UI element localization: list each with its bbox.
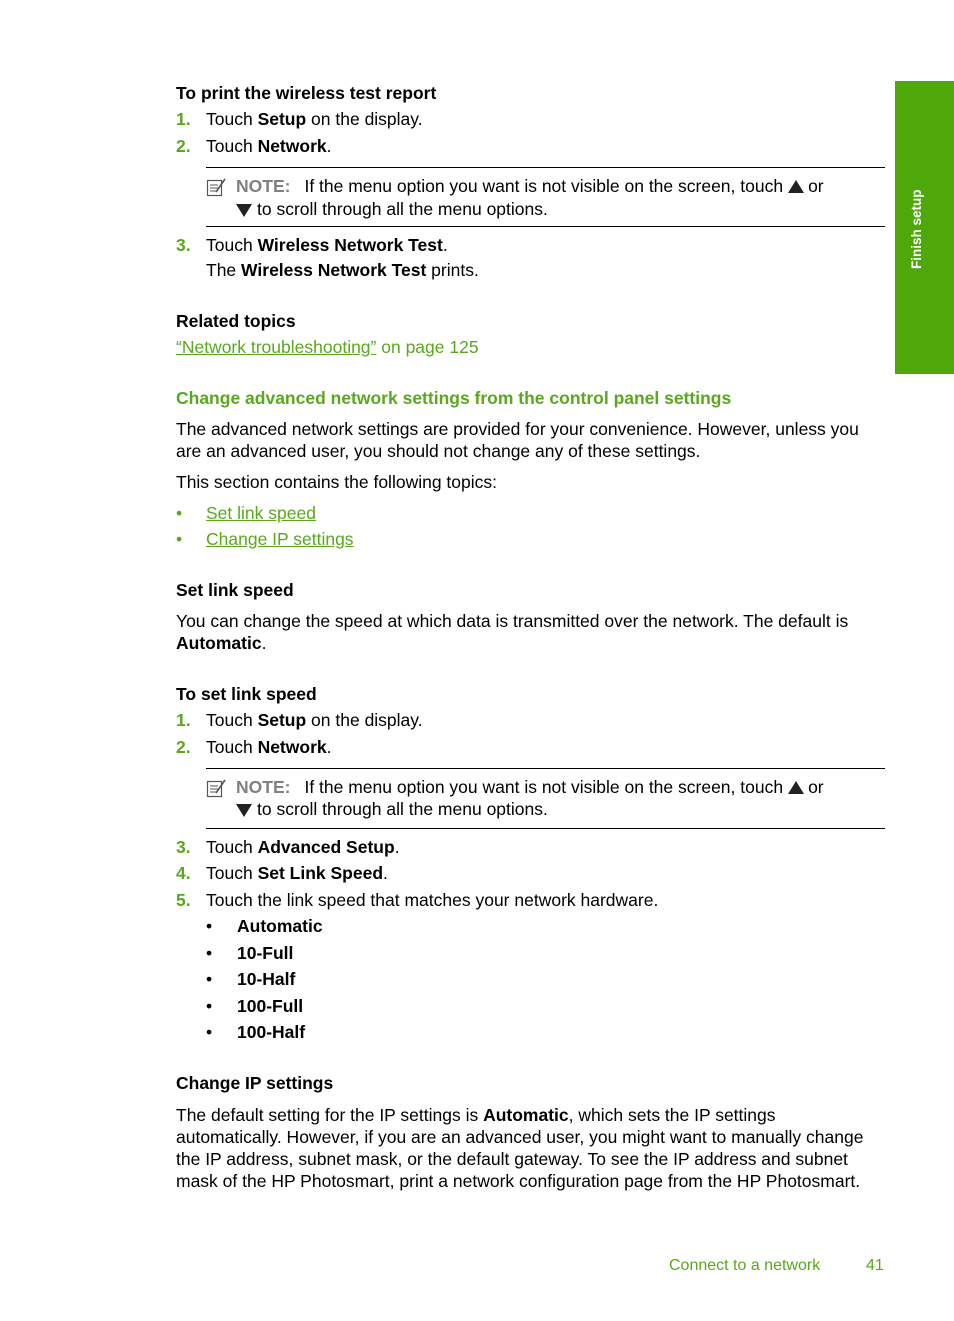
speed-option: 10-Half (237, 969, 296, 989)
change-ip-settings-heading: Change IP settings (176, 1073, 334, 1093)
advanced-para-1-line-1: The advanced network settings are provided for your convenience. However, unless you (176, 419, 859, 439)
note-label: NOTE: (236, 777, 291, 797)
to-set-link-speed-heading: To set link speed (176, 684, 317, 704)
step-bold: Network (257, 136, 327, 156)
advanced-para-2: This section contains the following topics: (176, 472, 497, 492)
bullet: • (176, 529, 183, 549)
footer-section-title: Connect to a network (669, 1257, 821, 1274)
step-bold: Network (257, 737, 327, 757)
link-speed-para-line-1: You can change the speed at which data is transmitted over the network. The default is (176, 611, 849, 631)
footer-page-number: 41 (866, 1257, 884, 1274)
bullet: • (206, 996, 213, 1016)
set-link-speed-heading: Set link speed (176, 580, 294, 600)
note-box (206, 167, 885, 227)
down-arrow-icon (236, 204, 252, 217)
step-number: 3. (176, 837, 191, 857)
down-arrow-icon (236, 804, 252, 817)
step-number: 2. (176, 136, 191, 156)
step-number: 1. (176, 109, 191, 129)
ip-para-line-4: mask of the HP Photosmart, print a network configuration page from the HP Photosmart. (176, 1171, 861, 1191)
note-icon (206, 778, 226, 798)
link-speed-para-line-2: Automatic. (176, 633, 267, 653)
step-bold: Wireless Network Test (257, 235, 443, 255)
advanced-settings-heading: Change advanced network settings from the control panel settings (176, 388, 732, 408)
ip-default-value: Automatic (483, 1105, 569, 1125)
note-label: NOTE: (236, 176, 291, 196)
note-icon (206, 177, 226, 197)
ip-para-line-2: automatically. However, if you are an advanced user, you might want to manually change (176, 1127, 864, 1147)
step-number: 4. (176, 863, 191, 883)
related-topic-item (176, 336, 479, 358)
step-number: 5. (176, 890, 191, 910)
default-value: Automatic (176, 633, 262, 653)
speed-option: Automatic (237, 916, 323, 936)
step-number: 1. (176, 710, 191, 730)
note-line-1: NOTE: If the menu option you want is not visible on the screen, touch or (236, 777, 824, 797)
ip-para-line-3: the IP address, subnet mask, or the default gateway. To see the IP address and subnet (176, 1149, 848, 1169)
step-bold: Setup (257, 710, 307, 730)
side-tab-label: Finish setup (909, 189, 924, 269)
note-box (206, 768, 885, 829)
speed-option: 100-Half (237, 1022, 306, 1042)
note-line-2: to scroll through all the menu options. (236, 799, 548, 820)
up-arrow-icon (788, 180, 804, 193)
bullet: • (206, 916, 213, 936)
step-bold: Set Link Speed (257, 863, 384, 883)
link-page-ref: on page 125 (376, 337, 479, 357)
note-line-1: NOTE: If the menu option you want is not visible on the screen, touch or (236, 176, 824, 196)
change-ip-settings-link[interactable]: Change IP settings (206, 529, 354, 549)
bullet: • (206, 969, 213, 989)
bullet: • (176, 503, 183, 523)
step-bold: Advanced Setup (257, 837, 395, 857)
wireless-test-heading: To print the wireless test report (176, 83, 437, 103)
bullet: • (206, 1022, 213, 1042)
note-line-2: to scroll through all the menu options. (236, 199, 548, 220)
step-bold: Wireless Network Test (241, 260, 427, 280)
network-troubleshooting-link[interactable]: “Network troubleshooting” (176, 337, 377, 357)
speed-option: 10-Full (237, 943, 294, 963)
advanced-para-1-line-2: are an advanced user, you should not change any of these settings. (176, 441, 701, 461)
bullet: • (206, 943, 213, 963)
ip-para-line-1: The default setting for the IP settings is Automatic, which sets the IP settings (176, 1105, 776, 1125)
speed-option: 100-Full (237, 996, 304, 1016)
up-arrow-icon (788, 781, 804, 794)
step-number: 2. (176, 737, 191, 757)
step-bold: Setup (257, 109, 307, 129)
side-tab (895, 81, 954, 374)
step-number: 3. (176, 235, 191, 255)
set-link-speed-link[interactable]: Set link speed (206, 503, 316, 523)
related-topics-heading: Related topics (176, 311, 296, 331)
